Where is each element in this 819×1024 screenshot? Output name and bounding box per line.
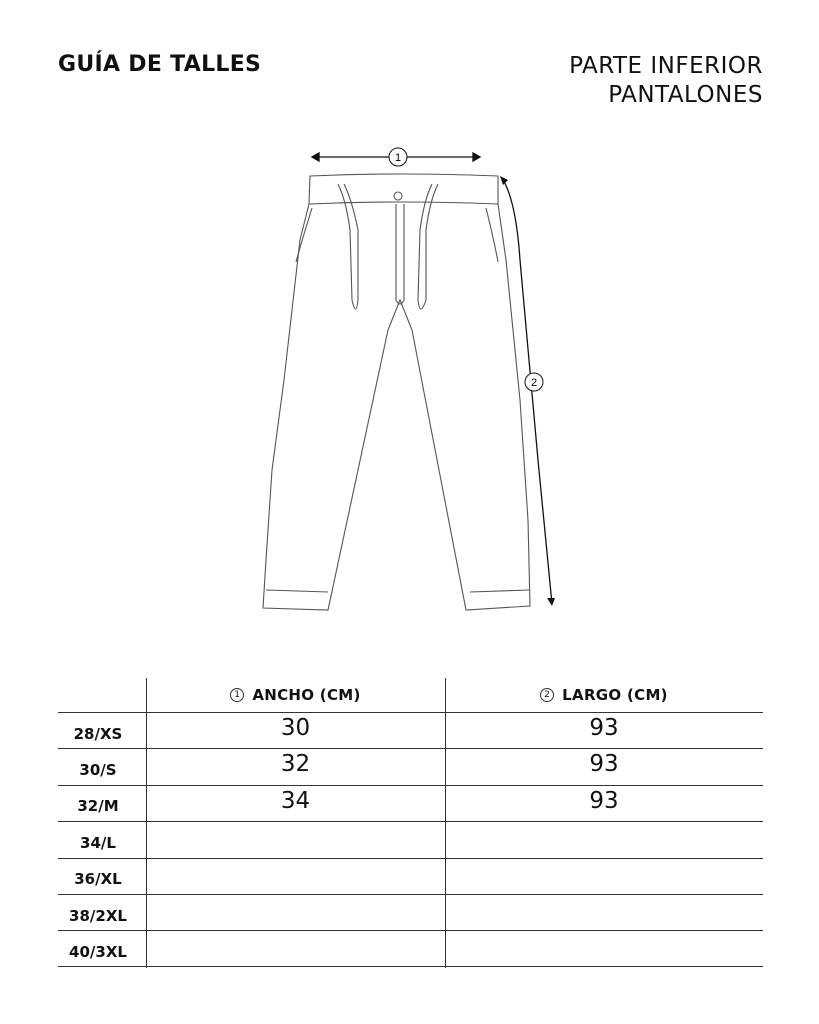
header-ancho [146, 678, 445, 712]
largo-cell [445, 859, 763, 894]
right-hem [470, 590, 530, 592]
marker-2-badge: 2 [540, 688, 554, 702]
ancho-cell [146, 931, 445, 965]
ancho-cell: 34 [280, 787, 311, 814]
fly [396, 204, 404, 304]
size-cell: 38/2XL [69, 906, 127, 925]
table-row [58, 785, 763, 821]
largo-cell [445, 895, 763, 930]
largo-cell: 93 [589, 751, 619, 778]
length-arrow [502, 178, 552, 604]
header-largo [445, 678, 763, 712]
ancho-cell: 30 [280, 715, 311, 741]
marker-2-label: 2 [530, 377, 538, 389]
largo-cell: 93 [589, 787, 619, 814]
left-hem [266, 590, 328, 592]
size-cell: 32/M [77, 797, 119, 816]
category-line-1: PARTE INFERIOR [569, 53, 763, 79]
largo-cell [445, 931, 763, 965]
size-cell: 40/3XL [69, 942, 127, 961]
ancho-cell [146, 895, 445, 930]
table-body [58, 712, 763, 967]
waist-button [394, 192, 402, 200]
table-row [58, 748, 763, 784]
header-largo-label: LARGO (CM) [562, 686, 668, 704]
size-cell: 28/XS [73, 724, 123, 743]
size-cell: 30/S [79, 761, 117, 780]
length-arrowheads [500, 176, 555, 606]
largo-cell [445, 822, 763, 857]
size-cell: 36/XL [74, 870, 122, 889]
table-row [58, 930, 763, 966]
ancho-cell: 32 [280, 751, 311, 778]
table-row [58, 894, 763, 930]
left-pocket [296, 208, 312, 262]
waistband [309, 174, 498, 204]
table-row [58, 858, 763, 894]
marker-1-label: 1 [394, 152, 402, 164]
ancho-cell [146, 822, 445, 857]
page-title: GUÍA DE TALLES [58, 52, 262, 77]
table-row [58, 712, 763, 748]
table-header [58, 678, 763, 712]
marker-1-badge: 1 [230, 688, 244, 702]
category-line-2: PANTALONES [608, 82, 763, 108]
size-table [58, 678, 763, 961]
largo-cell: 93 [589, 715, 619, 741]
size-cell: 34/L [80, 833, 116, 852]
right-pocket [486, 208, 498, 262]
table-row [58, 821, 763, 857]
ancho-cell [146, 859, 445, 894]
header-ancho-label: ANCHO (CM) [252, 686, 361, 704]
